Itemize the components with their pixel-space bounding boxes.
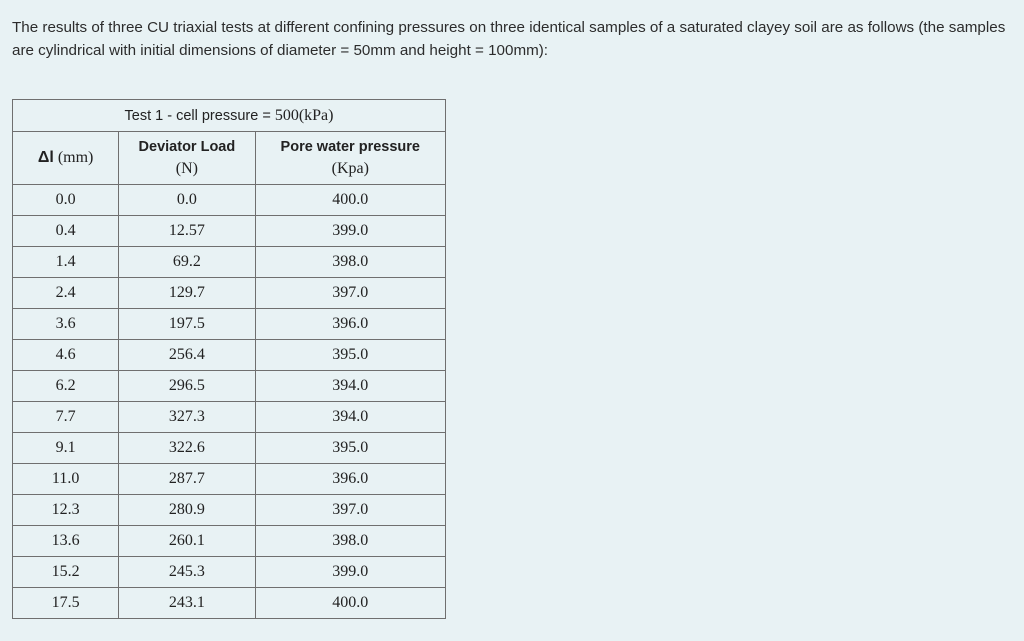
pore-water-pressure-cell: 397.0 [255,495,445,526]
table-row [13,278,446,309]
table-row [13,371,446,402]
deviator-load-cell: 256.4 [119,340,255,371]
deviator-load-cell: 327.3 [119,402,255,433]
deviator-load-cell: 280.9 [119,495,255,526]
table-row [13,557,446,588]
pore-water-pressure-cell: 396.0 [255,464,445,495]
deviator-load-cell: 12.57 [119,216,255,247]
displacement-cell: 2.4 [13,278,119,309]
table-title-prefix: Test 1 - cell pressure = [124,107,275,124]
header-pore-water-pressure [255,132,445,185]
displacement-cell: 12.3 [13,495,119,526]
deviator-load-cell: 245.3 [119,557,255,588]
displacement-cell: 7.7 [13,402,119,433]
deviator-load-cell: 287.7 [119,464,255,495]
table-row [13,495,446,526]
delta-symbol: Δl [37,149,54,166]
displacement-cell: 9.1 [13,433,119,464]
table-row [13,340,446,371]
deviator-load-cell: 260.1 [119,526,255,557]
pore-water-pressure-cell: 395.0 [255,340,445,371]
displacement-cell: 11.0 [13,464,119,495]
deviator-load-cell: 69.2 [119,247,255,278]
table-row [13,588,446,619]
pore-water-pressure-unit: (Kpa) [331,160,369,177]
displacement-cell: 3.6 [13,309,119,340]
table-title-row [13,100,446,132]
deviator-load-cell: 296.5 [119,371,255,402]
pore-water-pressure-cell: 400.0 [255,588,445,619]
pore-water-pressure-cell: 397.0 [255,278,445,309]
displacement-unit: (mm) [53,149,94,166]
displacement-cell: 15.2 [13,557,119,588]
table-title [13,100,446,132]
pore-water-pressure-cell: 394.0 [255,371,445,402]
displacement-cell: 0.4 [13,216,119,247]
displacement-cell: 17.5 [13,588,119,619]
table-row [13,309,446,340]
header-displacement [13,132,119,185]
deviator-load-cell: 0.0 [119,185,255,216]
deviator-load-cell: 197.5 [119,309,255,340]
deviator-load-cell: 243.1 [119,588,255,619]
problem-statement: The results of three CU triaxial tests at different confining pressures on three identical samples of a saturated clayey soil are as follows (the samples are cylindrical with initial dimensions of diameter = 50mm and height = 100mm): [12,19,1006,59]
deviator-load-cell: 129.7 [119,278,255,309]
displacement-cell: 4.6 [13,340,119,371]
displacement-cell: 6.2 [13,371,119,402]
pore-water-pressure-cell: 396.0 [255,309,445,340]
pore-water-pressure-cell: 399.0 [255,216,445,247]
table-row [13,464,446,495]
table-body [13,185,446,619]
triaxial-results-table [12,99,446,619]
table-row [13,526,446,557]
displacement-cell: 13.6 [13,526,119,557]
pore-water-pressure-cell: 398.0 [255,247,445,278]
table-title-value: 500(kPa) [274,106,334,124]
pore-water-pressure-label: Pore water pressure [280,139,420,155]
header-deviator-load [119,132,255,185]
pore-water-pressure-cell: 399.0 [255,557,445,588]
displacement-cell: 0.0 [13,185,119,216]
table-header-row [13,132,446,185]
displacement-cell: 1.4 [13,247,119,278]
pore-water-pressure-cell: 395.0 [255,433,445,464]
deviator-load-unit: (N) [175,160,198,177]
table-row [13,185,446,216]
table-row [13,247,446,278]
deviator-load-cell: 322.6 [119,433,255,464]
table-row [13,402,446,433]
table-row [13,433,446,464]
pore-water-pressure-cell: 398.0 [255,526,445,557]
deviator-load-label: Deviator Load [138,139,236,155]
pore-water-pressure-cell: 400.0 [255,185,445,216]
pore-water-pressure-cell: 394.0 [255,402,445,433]
table-row [13,216,446,247]
